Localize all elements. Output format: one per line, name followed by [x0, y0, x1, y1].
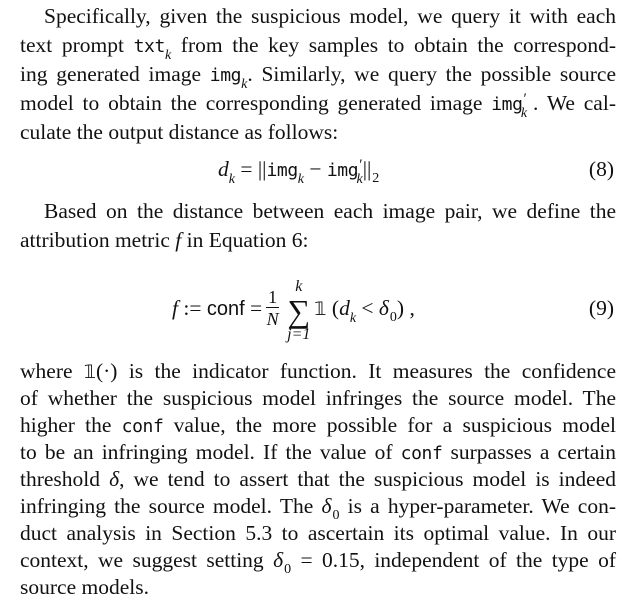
para3-line2: of whether the suspicious model infringes the source model. The: [20, 386, 616, 410]
equation-8-body: $d_k = ||img_k - img'_k||_2$: [218, 157, 380, 187]
para3-line6: infringing the source model. The $\delta_0$ is a hyper-parameter. We con-: [20, 494, 616, 523]
equation-8-number: (8): [588, 157, 614, 181]
para3-line4: to be an infringing model. If the value of conf surpasses a certain: [20, 440, 617, 464]
para3-line9: source models.: [20, 575, 149, 599]
para2-line2: attribution metric f in Equation 6:: [20, 228, 309, 252]
para1-line5: culate the output distance as follows:: [20, 120, 339, 144]
equation-9-number: (9): [588, 296, 614, 320]
equation-9: [0, 270, 636, 346]
para1-line4: model to obtain the corresponding generated image img′$_k$ . We cal-: [20, 91, 616, 121]
para1-line3: ing generated image img$_k$. Similarly, we query the possible source: [20, 62, 617, 92]
equation-9-body: f := conf = $\frac{1}{N}$ k ∑ j=1 𝟙 $(d_k < \delta_0)$ ,: [172, 278, 415, 344]
para1-line2: text prompt txt$_k$ from the key samples to obtain the correspond-: [20, 33, 617, 63]
para1-line1: Specifically, given the suspicious model, we query it with each: [44, 4, 616, 28]
para3-line3: higher the conf value, the more possible for a suspicious model: [20, 413, 617, 437]
para3-line5: threshold δ, we tend to assert that the suspicious model is indeed: [20, 467, 616, 491]
para3-line7: duct analysis in Section 5.3 to ascertain its optimal value. In our: [20, 521, 616, 545]
equation-9-summation: k ∑ j=1: [287, 278, 311, 344]
equation-8: [0, 152, 636, 186]
para3-line8: context, we suggest setting $\delta_0 = 0.15$, independent of the type of: [20, 548, 616, 577]
equation-9-fraction: $\frac{1}{N}$: [266, 286, 279, 329]
para2-line1: Based on the distance between each image pair, we define the: [44, 199, 616, 223]
para3-line1: where 𝟙(·) is the indicator function. It measures the confidence: [20, 359, 616, 383]
